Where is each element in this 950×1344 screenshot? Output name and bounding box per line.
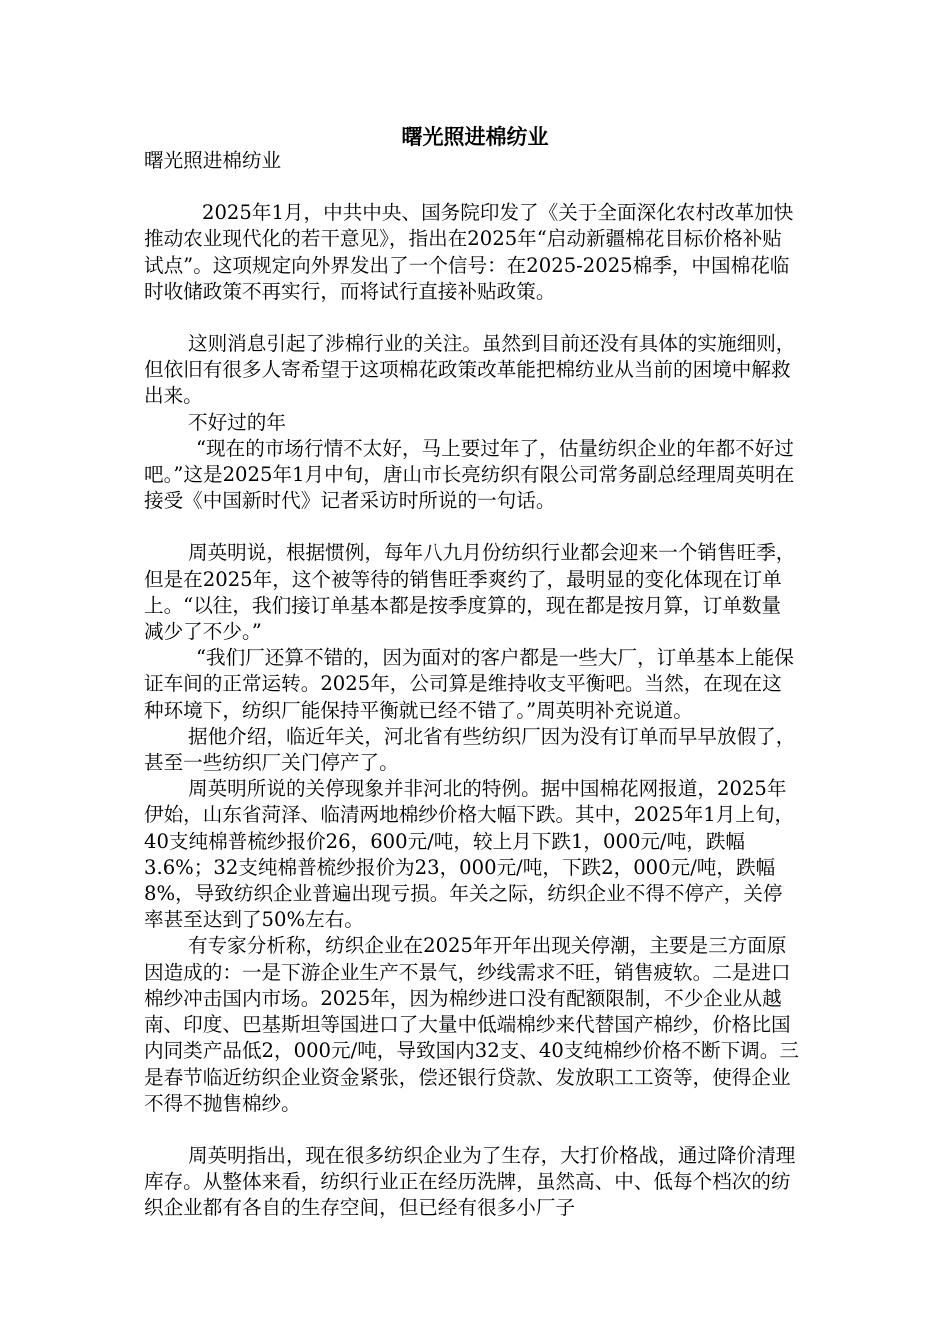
paragraph: 周英明所说的关停现象并非河北的特例。据中国棉花网报道，2025年伊始，山东省菏泽、临清两地棉纱价格大幅下跌。其中，2025年1月上旬，40支纯棉普梳纱报价26，600元/吨，较上月下跌1，000元/吨，跌幅3.6%；32支纯棉普梳纱报价为23，000元/吨，下跌2，000元/吨，跌幅8%，导致纺织企业普遍出现亏损。年关之际，纺织企业不得不停产，关停率甚至达到了50%左右。 [144,777,795,932]
paragraph: 这则消息引起了涉棉行业的关注。虽然到目前还没有具体的实施细则，但依旧有很多人寄希望于这项棉花政策改革能把棉纺业从当前的困境中解救出来。 [144,332,796,408]
paragraph: “现在的市场行情不太好，马上要过年了，估量纺织企业的年都不好过吧。”这是2025年1月中旬，唐山市长亮纺织有限公司常务副总经理周英明在接受《中国新时代》记者采访时所说的一句话。 [144,436,795,513]
paragraph: 有专家分析称，纺织企业在2025年开年出现关停潮，主要是三方面原因造成的：一是下游企业生产不景气，纱线需求不旺，销售疲软。二是进口棉纱冲击国内市场。2025年，因为棉纱进口没有配额限制，不少企业从越南、印度、巴基斯坦等国进口了大量中低端棉纱来代替国产棉纱，价格比国内同类产品低2，000元/吨，导致国内32支、40支纯棉纱价格不断下调。三是春节临近纺织企业资金紧张，偿还银行贷款、发放职工工资等，使得企业不得不抛售棉纱。 [144,934,799,1115]
paragraph: 据他介绍，临近年关，河北省有些纺织厂因为没有订单而早早放假了，甚至一些纺织厂关门停产了。 [144,724,796,775]
document-title: 曙光照进棉纺业 [401,124,549,149]
section-heading: 不好过的年 [188,410,286,434]
paragraph: “我们厂还算不错的，因为面对的客户都是一些大厂，订单基本上能保证车间的正常运转。2025年，公司算是维持收支平衡吧。当然，在现在这种环境下，纺织厂能保持平衡就已经不错了。”周英明补充说道。 [144,646,794,722]
paragraph: 周英明说，根据惯例，每年八九月份纺织行业都会迎来一个销售旺季，但是在2025年，这个被等待的销售旺季爽约了，最明显的变化体现在订单上。“以往，我们接订单基本都是按季度算的，现在都是按月算，订单数量减少了不少。” [144,541,796,644]
spacer [144,514,800,540]
document-subtitle: 曙光照进棉纺业 [144,149,282,172]
spacer [144,1117,800,1143]
spacer [144,174,800,200]
paragraph: 2025年1月，中共中央、国务院印发了《关于全面深化农村改革加快推动农业现代化的若干意见》，指出在2025年“启动新疆棉花目标价格补贴试点”。这项规定向外界发出了一个信号：在2025-2025棉季，中国棉花临时收储政策不再实行，而将试行直接补贴政策。 [144,201,794,303]
paragraph: 周英明指出，现在很多纺织企业为了生存，大打价格战，通过降价清理库存。从整体来看，纺织行业正在经历洗牌，虽然高、中、低每个档次的纺织企业都有各自的生存空间，但已经有很多小厂子 [144,1143,796,1220]
spacer [144,305,800,331]
document-body [144,148,800,1222]
